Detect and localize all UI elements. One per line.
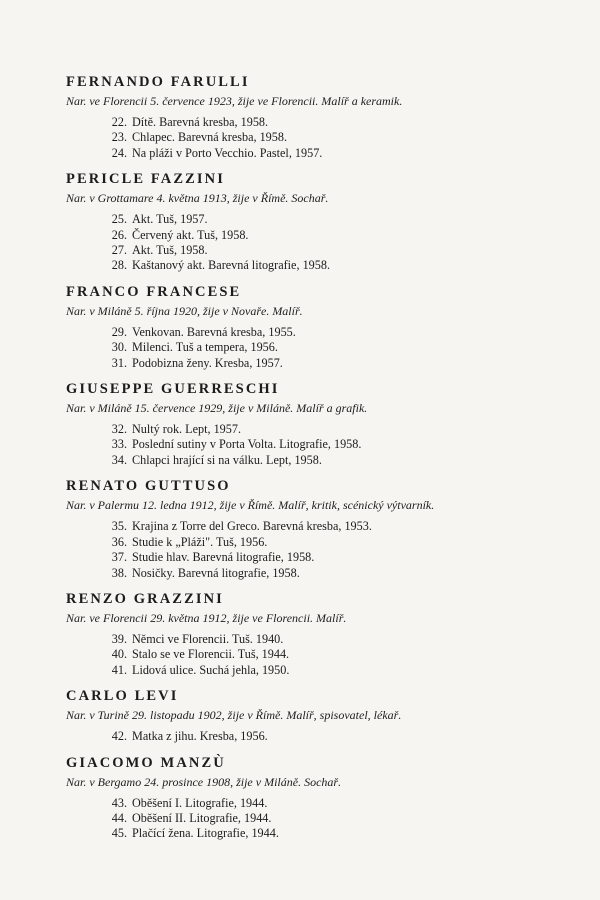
work-description: Stalo se ve Florencii. Tuš, 1944. xyxy=(132,647,290,662)
work-number: 27. xyxy=(111,243,127,258)
artist-name: RENZO GRAZZINI xyxy=(66,590,224,607)
work-item xyxy=(103,826,560,841)
work-item xyxy=(103,130,560,145)
work-number: 42. xyxy=(111,729,127,744)
artist-entry xyxy=(66,380,560,468)
works-list xyxy=(66,729,560,744)
work-number: 35. xyxy=(111,519,127,534)
work-description: Červený akt. Tuš, 1958. xyxy=(132,227,249,242)
work-description: Poslední sutiny v Porta Volta. Litografie, 1958. xyxy=(132,437,362,452)
work-number: 37. xyxy=(111,550,127,565)
work-number: 28. xyxy=(111,258,127,273)
work-description: Na pláži v Porto Vecchio. Pastel, 1957. xyxy=(132,145,323,160)
work-item xyxy=(103,535,560,550)
artist-entry xyxy=(66,170,560,274)
work-item xyxy=(103,422,560,437)
work-number: 26. xyxy=(111,227,127,242)
artist-list xyxy=(66,73,560,842)
work-number: 36. xyxy=(111,534,127,549)
work-number: 25. xyxy=(111,212,127,227)
work-item xyxy=(103,356,560,371)
artist-entry xyxy=(66,477,560,581)
artist-entry xyxy=(66,73,560,161)
work-description: Studie hlav. Barevná litografie, 1958. xyxy=(132,550,315,565)
work-item xyxy=(103,550,560,565)
work-description: Akt. Tuš, 1958. xyxy=(132,243,208,258)
work-description: Krajina z Torre del Greco. Barevná kresba, 1953. xyxy=(132,519,372,534)
artist-entry xyxy=(66,590,560,678)
work-item xyxy=(103,647,560,662)
work-number: 30. xyxy=(111,340,127,355)
artist-bio: Nar. ve Florencii 29. května 1912, žije ve Florencii. Malíř. xyxy=(66,610,347,625)
artist-bio: Nar. v Grottamare 4. května 1913, žije v Římě. Sochař. xyxy=(66,191,329,206)
work-description: Nosičky. Barevná litografie, 1958. xyxy=(132,565,300,580)
work-description: Akt. Tuš, 1957. xyxy=(132,212,208,227)
works-list xyxy=(66,212,560,274)
works-list xyxy=(66,422,560,468)
work-item xyxy=(103,243,560,258)
work-description: Plačící žena. Litografie, 1944. xyxy=(132,826,279,841)
work-number: 32. xyxy=(111,422,127,437)
work-item xyxy=(103,146,560,161)
work-item xyxy=(103,437,560,452)
artist-entry xyxy=(66,283,560,371)
work-item xyxy=(103,212,560,227)
artist-name: PERICLE FAZZINI xyxy=(66,171,225,188)
work-description: Venkovan. Barevná kresba, 1955. xyxy=(132,324,296,339)
work-number: 43. xyxy=(111,795,127,810)
work-description: Nultý rok. Lept, 1957. xyxy=(132,422,241,437)
work-item xyxy=(103,325,560,340)
work-number: 39. xyxy=(111,631,127,646)
work-item xyxy=(103,258,560,273)
work-number: 38. xyxy=(111,565,127,580)
artist-name: GIUSEPPE GUERRESCHI xyxy=(66,381,280,398)
work-number: 23. xyxy=(111,130,127,145)
works-list xyxy=(66,519,560,581)
work-description: Dítě. Barevná kresba, 1958. xyxy=(132,115,269,129)
artist-name: CARLO LEVI xyxy=(66,688,179,705)
work-description: Němci ve Florencii. Tuš. 1940. xyxy=(132,631,284,646)
work-number: 22. xyxy=(111,115,127,129)
work-item xyxy=(103,340,560,355)
work-description: Lidová ulice. Suchá jehla, 1950. xyxy=(132,662,290,677)
work-number: 33. xyxy=(111,437,127,452)
artist-bio: Nar. ve Florencii 5. července 1923, žije ve Florencii. Malíř a keramik. xyxy=(66,94,403,108)
work-number: 45. xyxy=(111,826,127,841)
work-number: 29. xyxy=(111,324,127,339)
work-item xyxy=(103,811,560,826)
work-number: 41. xyxy=(111,662,127,677)
work-description: Oběšení I. Litografie, 1944. xyxy=(132,795,268,810)
works-list xyxy=(66,632,560,678)
works-list xyxy=(66,796,560,842)
artist-name: FERNANDO FARULLI xyxy=(66,74,250,90)
work-description: Milenci. Tuš a tempera, 1956. xyxy=(132,340,278,355)
artist-bio: Nar. v Miláně 15. července 1929, žije v Miláně. Malíř a grafik. xyxy=(66,401,368,416)
artist-name: RENATO GUTTUSO xyxy=(66,478,231,495)
work-description: Oběšení II. Litografie, 1944. xyxy=(132,810,272,825)
work-number: 44. xyxy=(111,810,127,825)
artist-entry xyxy=(66,754,560,842)
artist-bio: Nar. v Turině 29. listopadu 1902, žije v Římě. Malíř, spisovatel, lékař. xyxy=(66,708,402,723)
work-item xyxy=(103,796,560,811)
work-number: 40. xyxy=(111,647,127,662)
artist-name: GIACOMO MANZÙ xyxy=(66,754,226,771)
artist-bio: Nar. v Palermu 12. ledna 1912, žije v Římě. Malíř, kritik, scénický výtvarník. xyxy=(66,498,435,513)
work-number: 24. xyxy=(111,145,127,160)
work-item xyxy=(103,566,560,581)
work-item xyxy=(103,632,560,647)
artist-name: FRANCO FRANCESE xyxy=(66,283,242,300)
work-description: Kaštanový akt. Barevná litografie, 1958. xyxy=(132,258,330,273)
artist-bio: Nar. v Bergamo 24. prosince 1908, žije v Miláně. Sochař. xyxy=(66,774,342,789)
work-item xyxy=(103,519,560,534)
work-item xyxy=(103,228,560,243)
artist-entry xyxy=(66,687,560,744)
work-item xyxy=(103,115,560,130)
work-item xyxy=(103,729,560,744)
work-description: Podobizna ženy. Kresba, 1957. xyxy=(132,355,283,370)
works-list xyxy=(66,325,560,371)
work-description: Chlapci hrající si na válku. Lept, 1958. xyxy=(132,452,322,467)
work-number: 31. xyxy=(111,355,127,370)
works-list xyxy=(66,115,560,161)
work-number: 34. xyxy=(111,452,127,467)
work-description: Studie k „Pláži". Tuš, 1956. xyxy=(132,534,268,549)
work-description: Chlapec. Barevná kresba, 1958. xyxy=(132,130,287,145)
work-item xyxy=(103,663,560,678)
artist-bio: Nar. v Miláně 5. října 1920, žije v Novaře. Malíř. xyxy=(66,303,303,318)
work-description: Matka z jihu. Kresba, 1956. xyxy=(132,729,268,744)
work-item xyxy=(103,453,560,468)
